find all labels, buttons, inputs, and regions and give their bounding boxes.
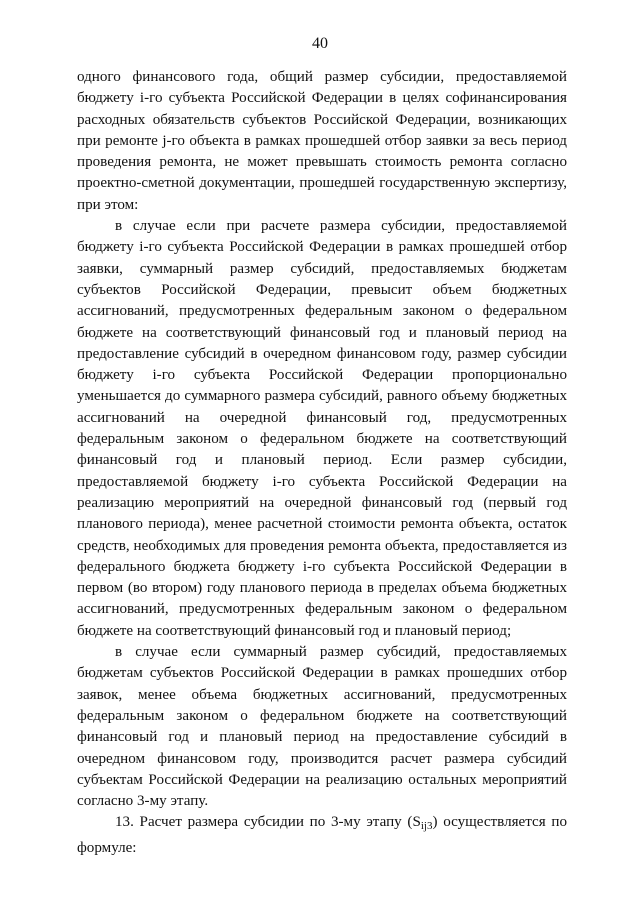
formula-subscript: ij3 — [420, 820, 433, 833]
paragraph-item-13 — [77, 812, 567, 859]
paragraph-continuation: одного финансового года, общий размер субсидии, предоставляемой бюджету i-го субъекта Российской Федерации в целях софинансирования расходных обязательств субъектов Российской Федерации, возникающих при ремонте j-го объекта в рамках прошедшей отбор заявки за весь период проведения ремонта, не может превышать стоимость ремонта согласно проектно-сметной документации, прошедшей государственную экспертизу, при этом: — [77, 69, 567, 213]
paragraph-shortfall-case: в случае если суммарный размер субсидий, предоставляемых бюджетам субъектов Российской Федерации в рамках прошедших отбор заявок, менее объема бюджетных ассигнований, предусмотренных федеральным законом о федеральном бюджете на соответствующий финансовый год и плановый период на предоставление субсидий в очередном финансовом году, производится расчет размера субсидий субъектам Российской Федерации на реализацию остальных мероприятий согласно 3-му этапу. — [77, 644, 567, 810]
page-number: 40 — [312, 35, 328, 52]
item-13-text-before: 13. Расчет размера субсидии по 3-му этапу ( — [115, 814, 413, 831]
formula-variable-s: S — [412, 814, 421, 831]
paragraph-excess-case: в случае если при расчете размера субсидии, предоставляемой бюджету i-го субъекта Российской Федерации в рамках прошедшей отбор заявки, суммарный размер субсидий, предоставляемых бюджетам субъектов Российской Федерации, превысит объем бюджетных ассигнований, предусмотренных федеральным законом о федеральном бюджете на соответствующий финансовый год и плановый период на предоставление субсидий в очередном финансовом году, размер субсидии бюджету i-го субъекта Российской Федерации пропорционально уменьшается до суммарного размера субсидий, равного объему бюджетных ассигнований на очередной финансовый год, предусмотренных федеральным законом о федеральном бюджете на соответствующий финансовый год и плановый период. Если размер субсидии, предоставляемой бюджету i-го субъекта Российской Федерации на реализацию мероприятий на очередной финансовый год (первый год планового периода), менее расчетной стоимости ремонта объекта, остаток средств, необходимых для проведения ремонта объекта, предоставляется из федерального бюджета бюджету i-го субъекта Российской Федерации в первом (во втором) году планового периода в пределах объема бюджетных ассигнований, предусмотренных федеральным законом о федеральном бюджете на соответствующий финансовый год и плановый период; — [77, 218, 567, 639]
item-13-text-after: ) осуществляется по формуле: — [77, 814, 567, 856]
document-body — [77, 67, 567, 859]
